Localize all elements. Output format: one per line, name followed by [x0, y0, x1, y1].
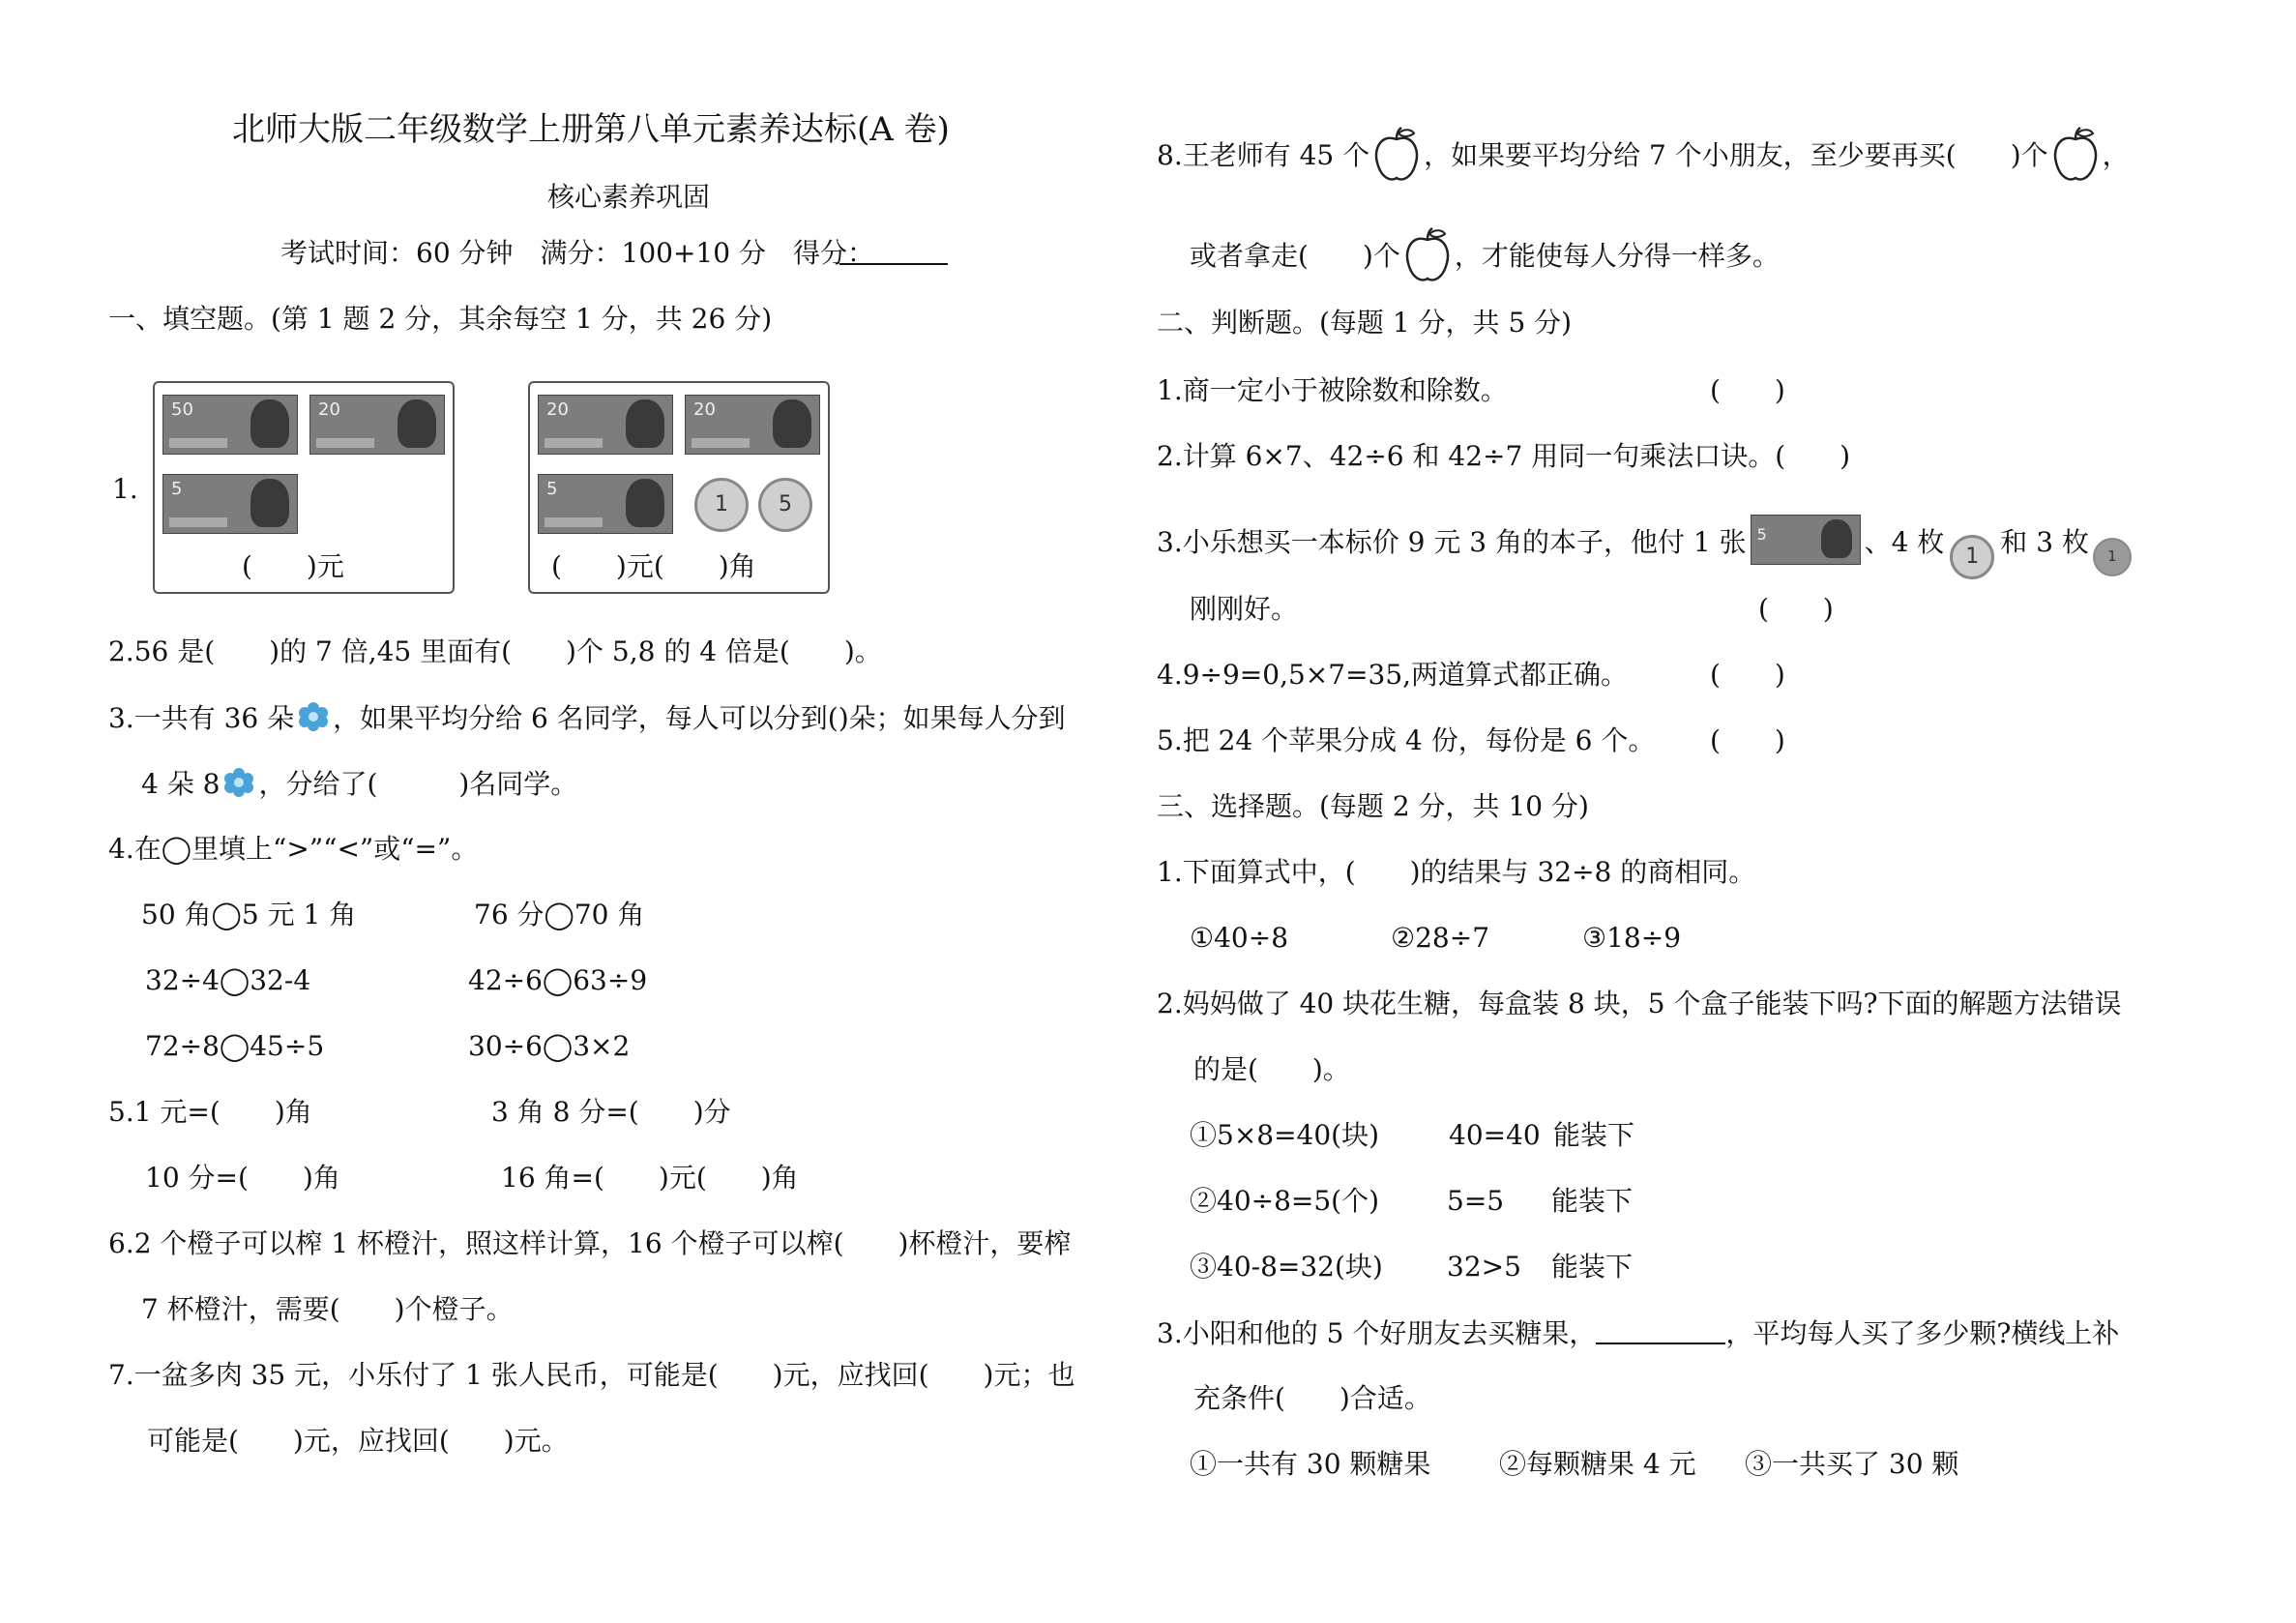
- judge-q3-line1: 3.小乐想买一本标价 9 元 3 角的本子，他付 1 张 5 、4 枚 1 和 3 枚 1: [1157, 515, 2135, 579]
- apple-icon: [1371, 126, 1422, 184]
- banknote-icon: 5: [1751, 515, 1861, 565]
- page-subtitle: 核心素养巩固: [547, 181, 711, 213]
- judge-q2: 2.计算 6×7、42÷6 和 42÷7 用同一句乘法口诀。( ): [1157, 440, 1851, 472]
- choice-option[interactable]: ③一共买了 30 颗: [1745, 1448, 1959, 1480]
- judge-answer-paren[interactable]: ( ): [1710, 659, 1785, 691]
- section-2-heading: 二、判断题。(每题 1 分，共 5 分): [1157, 307, 1573, 339]
- apple-icon: [1402, 226, 1453, 284]
- flower-icon: [221, 766, 256, 799]
- banknote-icon: 5: [538, 474, 673, 534]
- choice-option-detail: 32>5: [1447, 1251, 1521, 1283]
- choice-q1: 1.下面算式中，( )的结果与 32÷8 的商相同。: [1157, 856, 1756, 888]
- banknote-icon: 20: [309, 395, 445, 455]
- judge-answer-paren[interactable]: ( ): [1758, 593, 1834, 625]
- choice-option-detail: 5=5: [1447, 1185, 1505, 1217]
- choice-q2-line2: 的是( )。: [1193, 1053, 1350, 1085]
- q3-line2: 4 朵 8 ，分给了( )名同学。: [141, 768, 578, 800]
- score-blank[interactable]: [839, 263, 948, 265]
- q4-text: 4.在◯里填上“>”“<”或“=”。: [108, 833, 479, 865]
- judge-answer-paren[interactable]: ( ): [1710, 724, 1785, 756]
- choice-option-detail: 能装下: [1551, 1185, 1634, 1217]
- choice-option[interactable]: ③40-8=32(块): [1190, 1251, 1383, 1283]
- coin-icon: 1: [694, 478, 749, 532]
- choice-option[interactable]: ②28÷7: [1391, 922, 1490, 954]
- q4-item: 42÷6◯63÷9: [468, 964, 648, 996]
- q1-number: 1.: [112, 473, 138, 505]
- page-title: 北师大版二年级数学上册第八单元素养达标(A 卷): [232, 110, 950, 149]
- choice-option[interactable]: ①一共有 30 颗糖果: [1190, 1448, 1431, 1480]
- q5-item: 3 角 8 分=( )分: [491, 1096, 731, 1128]
- q6-line2: 7 杯橙汁，需要( )个橙子。: [141, 1293, 514, 1325]
- q6-line1: 6.2 个橙子可以榨 1 杯橙汁，照这样计算，16 个橙子可以榨( )杯橙汁，要榨: [108, 1227, 1072, 1259]
- choice-option[interactable]: ①40÷8: [1190, 922, 1289, 954]
- judge-q4: 4.9÷9=0,5×7=35,两道算式都正确。: [1157, 659, 1629, 691]
- flower-icon: [296, 700, 331, 733]
- coin-icon: 5: [758, 478, 812, 532]
- banknote-icon: 20: [538, 395, 673, 455]
- q5-item: 16 角=( )元( )角: [501, 1162, 799, 1194]
- q4-item: 76 分◯70 角: [474, 899, 645, 930]
- q3-line1: 3.一共有 36 朵 ，如果平均分给 6 名同学，每人可以分到()朵；如果每人分到: [108, 702, 1066, 734]
- money-box-2: [528, 381, 830, 594]
- banknote-icon: 20: [685, 395, 820, 455]
- choice-option-detail: 40=40: [1449, 1119, 1541, 1151]
- choice-option[interactable]: ②每颗糖果 4 元: [1499, 1448, 1696, 1480]
- q2-text: 2.56 是( )的 7 倍,45 里面有( )个 5,8 的 4 倍是( )。: [108, 635, 882, 667]
- choice-option[interactable]: ②40÷8=5(个): [1190, 1185, 1380, 1217]
- choice-q2-line1: 2.妈妈做了 40 块花生糖，每盒装 8 块，5 个盒子能装下吗?下面的解题方法错误: [1157, 988, 2122, 1019]
- judge-answer-paren[interactable]: ( ): [1710, 374, 1785, 406]
- coin-icon: 1: [1950, 535, 1994, 579]
- coin-icon: 1: [2093, 538, 2132, 576]
- q5-item: 10 分=( )角: [145, 1162, 340, 1194]
- judge-q3-line2: 刚刚好。: [1190, 593, 1299, 625]
- q7-line2: 可能是( )元，应找回( )元。: [147, 1425, 569, 1457]
- judge-q5: 5.把 24 个苹果分成 4 份，每份是 6 个。: [1157, 724, 1656, 756]
- choice-option-detail: 能装下: [1551, 1251, 1634, 1283]
- q4-item: 32÷4◯32-4: [145, 964, 311, 996]
- box1-answer-caption[interactable]: ( )元: [242, 550, 344, 582]
- apple-icon: [2050, 126, 2101, 184]
- q7-line1: 7.一盆多肉 35 元，小乐付了 1 张人民币，可能是( )元，应找回( )元；也: [108, 1359, 1075, 1391]
- choice-q3-line1: 3.小阳和他的 5 个好朋友去买糖果， ，平均每人买了多少颗?横线上补: [1157, 1317, 2120, 1349]
- section-3-heading: 三、选择题。(每题 2 分，共 10 分): [1157, 790, 1589, 822]
- box2-answer-caption[interactable]: ( )元( )角: [551, 550, 756, 582]
- exam-info: 考试时间：60 分钟 满分：100+10 分 得分：: [280, 237, 874, 269]
- judge-q1: 1.商一定小于被除数和除数。: [1157, 374, 1508, 406]
- choice-option[interactable]: ①5×8=40(块): [1190, 1119, 1380, 1151]
- choice-q3-line2: 充条件( )合适。: [1193, 1382, 1431, 1414]
- condition-blank[interactable]: [1596, 1315, 1725, 1344]
- choice-option[interactable]: ③18÷9: [1582, 922, 1682, 954]
- section-1-heading: 一、填空题。(第 1 题 2 分，其余每空 1 分，共 26 分): [108, 303, 773, 335]
- choice-option-detail: 能装下: [1553, 1119, 1635, 1151]
- banknote-icon: 50: [162, 395, 298, 455]
- q8-line2: 或者拿走( )个 ，才能使每人分得一样多。: [1190, 226, 1780, 284]
- money-box-1: [153, 381, 455, 594]
- q8-line1: 8.王老师有 45 个 ，如果要平均分给 7 个小朋友，至少要再买( )个 ，: [1157, 126, 2130, 184]
- banknote-icon: 5: [162, 474, 298, 534]
- q4-item: 30÷6◯3×2: [468, 1030, 631, 1062]
- q4-item: 72÷8◯45÷5: [145, 1030, 325, 1062]
- q5-item: 5.1 元=( )角: [108, 1096, 312, 1128]
- q4-item: 50 角◯5 元 1 角: [141, 899, 357, 930]
